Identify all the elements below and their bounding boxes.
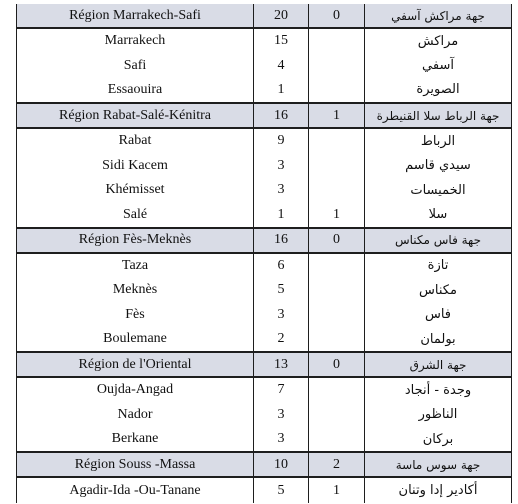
count-cell: 20 [254, 4, 309, 28]
city-name: Sidi Kacem [17, 154, 254, 178]
second-count-cell: 0 [309, 4, 365, 28]
region-header-row [17, 103, 512, 128]
region-name: Région de l'Oriental [17, 352, 254, 377]
arabic-name: مراكش [365, 28, 512, 53]
city-name: Boulemane [17, 327, 254, 352]
arabic-name: جهة الرباط سلا القنيطرة [365, 103, 512, 128]
city-name: Oujda-Angad [17, 377, 254, 402]
arabic-name: الناظور [365, 403, 512, 427]
region-header-row [17, 352, 512, 377]
city-name: Rabat [17, 128, 254, 153]
arabic-name: بولمان [365, 327, 512, 352]
count-cell: 15 [254, 28, 309, 53]
count-cell: 3 [254, 403, 309, 427]
count-cell: 1 [254, 202, 309, 227]
table-row [17, 253, 512, 278]
count-cell: 5 [254, 278, 309, 302]
second-count-cell [309, 327, 365, 352]
arabic-name: فاس [365, 303, 512, 327]
count-cell: 16 [254, 103, 309, 128]
second-count-cell [309, 28, 365, 53]
count-cell: 6 [254, 253, 309, 278]
second-count-cell [309, 278, 365, 302]
region-name: Région Souss -Massa [17, 452, 254, 477]
table-row [17, 178, 512, 202]
arabic-name: الرباط [365, 128, 512, 153]
arabic-name: سلا [365, 202, 512, 227]
table-row [17, 403, 512, 427]
second-count-cell [309, 53, 365, 77]
second-count-cell [309, 178, 365, 202]
arabic-name: جهة مراكش آسفي [365, 4, 512, 28]
arabic-name: جهة الشرق [365, 352, 512, 377]
count-cell: 4 [254, 53, 309, 77]
region-name: Région Rabat-Salé-Kénitra [17, 103, 254, 128]
table-row [17, 303, 512, 327]
city-name: Nador [17, 403, 254, 427]
second-count-cell [309, 403, 365, 427]
second-count-cell: 1 [309, 477, 365, 502]
table-row [17, 154, 512, 178]
second-count-cell [309, 427, 365, 452]
table-row [17, 477, 512, 502]
count-cell: 1 [254, 78, 309, 103]
arabic-name: أكادير إدا وتنان [365, 477, 512, 502]
second-count-cell: 1 [309, 103, 365, 128]
city-name: Meknès [17, 278, 254, 302]
count-cell: 3 [254, 427, 309, 452]
count-cell: 3 [254, 154, 309, 178]
count-cell: 9 [254, 128, 309, 153]
arabic-name: وجدة - أنجاد [365, 377, 512, 402]
second-count-cell [309, 253, 365, 278]
arabic-name: تازة [365, 253, 512, 278]
table-row [17, 128, 512, 153]
table-row [17, 78, 512, 103]
city-name: Berkane [17, 427, 254, 452]
city-name: Salé [17, 202, 254, 227]
city-name: Safi [17, 53, 254, 77]
second-count-cell [309, 78, 365, 103]
region-name: Région Marrakech-Safi [17, 4, 254, 28]
arabic-name: مكناس [365, 278, 512, 302]
table-row [17, 202, 512, 227]
count-cell: 16 [254, 228, 309, 253]
second-count-cell [309, 377, 365, 402]
table-row [17, 278, 512, 302]
table-body [17, 4, 512, 503]
region-header-row [17, 4, 512, 28]
city-name: Fès [17, 303, 254, 327]
count-cell: 7 [254, 377, 309, 402]
arabic-name: الخميسات [365, 178, 512, 202]
count-cell: 3 [254, 178, 309, 202]
table-row [17, 427, 512, 452]
region-city-table [16, 4, 512, 503]
city-name: Marrakech [17, 28, 254, 53]
arabic-name: آسفي [365, 53, 512, 77]
arabic-name: جهة فاس مكناس [365, 228, 512, 253]
region-header-row [17, 228, 512, 253]
count-cell: 5 [254, 477, 309, 502]
arabic-name: الصويرة [365, 78, 512, 103]
table-row [17, 28, 512, 53]
second-count-cell: 2 [309, 452, 365, 477]
second-count-cell: 1 [309, 202, 365, 227]
table-row [17, 53, 512, 77]
second-count-cell [309, 303, 365, 327]
city-name: Khémisset [17, 178, 254, 202]
second-count-cell [309, 128, 365, 153]
table-row [17, 377, 512, 402]
count-cell: 10 [254, 452, 309, 477]
count-cell: 2 [254, 327, 309, 352]
region-header-row [17, 452, 512, 477]
city-name: Essaouira [17, 78, 254, 103]
second-count-cell [309, 154, 365, 178]
city-name: Taza [17, 253, 254, 278]
table-row [17, 327, 512, 352]
count-cell: 3 [254, 303, 309, 327]
count-cell: 13 [254, 352, 309, 377]
second-count-cell: 0 [309, 352, 365, 377]
arabic-name: سيدي قاسم [365, 154, 512, 178]
city-name: Agadir-Ida -Ou-Tanane [17, 477, 254, 502]
second-count-cell: 0 [309, 228, 365, 253]
arabic-name: جهة سوس ماسة [365, 452, 512, 477]
arabic-name: بركان [365, 427, 512, 452]
region-name: Région Fès-Meknès [17, 228, 254, 253]
